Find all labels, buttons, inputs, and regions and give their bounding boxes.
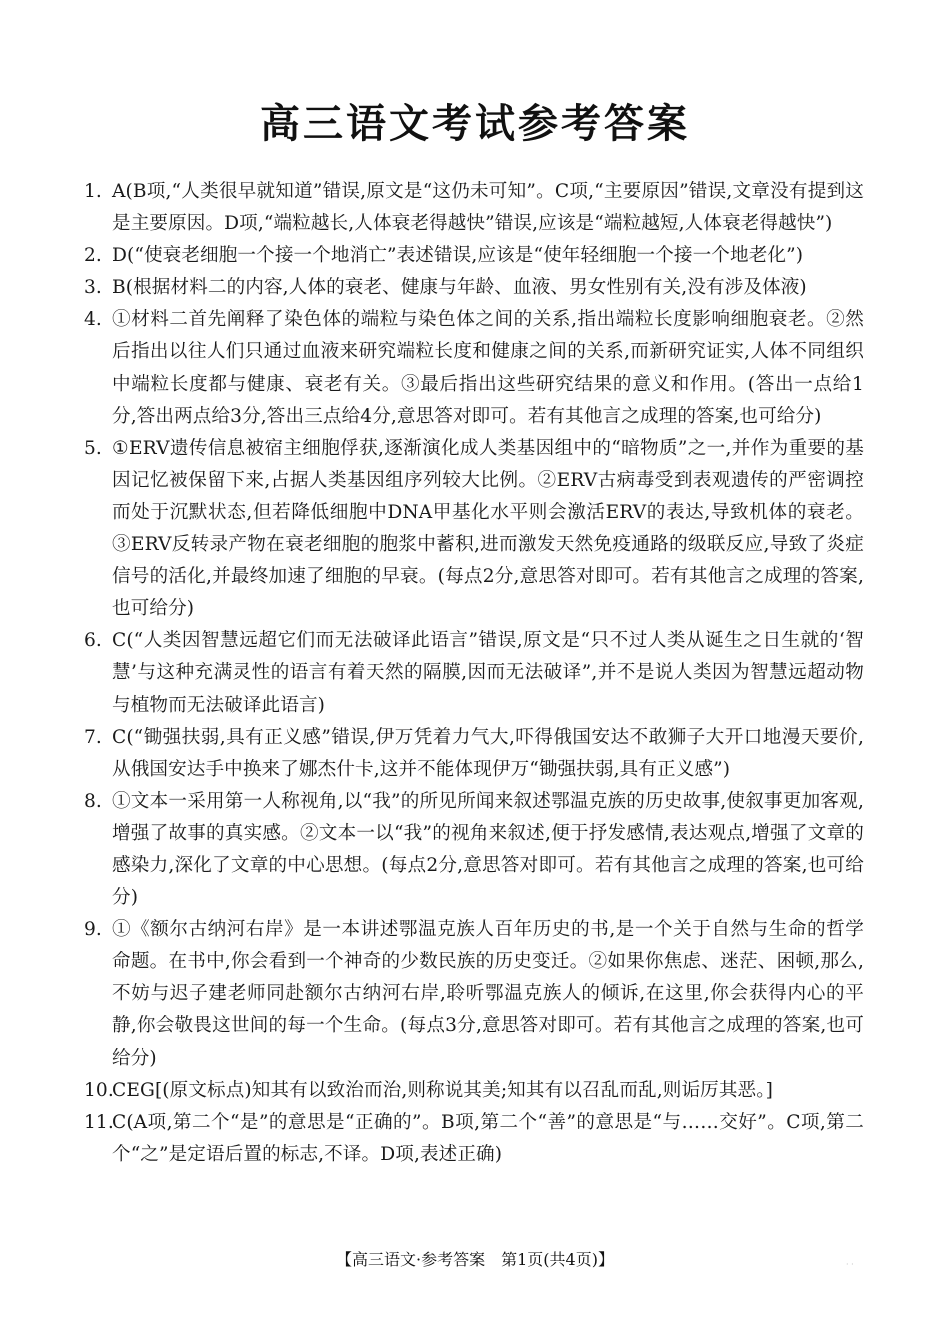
answer-number: 1. xyxy=(84,181,102,202)
answer-number: 8. xyxy=(84,790,102,812)
answer-item-5 xyxy=(84,433,864,626)
answer-text: A(B项,“人类很早就知道”错误,原文是“这仍未可知”。C项,“主要原因”错误,文章没有提到这是主要原因。D项,“端粒越长,人体衰老得越快”错误,应该是“端粒越短,人体衰老得越快”) xyxy=(112,181,864,235)
answer-number: 4. xyxy=(84,309,102,331)
answer-text: D(“使衰老细胞一个接一个地消亡”表述错误,应该是“使年轻细胞一个接一个地老化”) xyxy=(112,245,804,267)
answer-text: C(“人类因智慧远超它们而无法破译此语言”错误,原文是“只不过人类从诞生之日生就的‘智慧’与这种充满灵性的语言有着天然的隔膜,因而无法破译”,并不是说人类因为智慧远超动物与植物而无法破译此语言) xyxy=(112,630,864,716)
answer-item-9 xyxy=(84,914,864,1074)
answer-text: ①材料二首先阐释了染色体的端粒与染色体之间的关系,指出端粒长度影响细胞衰老。②然后指出以往人们只通过血液来研究端粒长度和健康之间的关系,而新研究证实,人体不同组织中端粒长度都与健康、衰老有关。③最后指出这些研究结果的意义和作用。(答出一点给1分,答出两点给3分,答出三点给4分,意思答对即可。若有其他言之成理的答案,也可给分) xyxy=(112,309,864,427)
page-footer: 【高三语文·参考答案 第1页(共4页)】 xyxy=(336,1250,614,1269)
answer-text: B(根据材料二的内容,人体的衰老、健康与年龄、血液、男女性别有关,没有涉及体液) xyxy=(112,277,807,299)
answer-list xyxy=(84,176,864,1171)
answer-item-4 xyxy=(84,304,864,432)
answer-number: 11. xyxy=(84,1111,114,1133)
answer-text: CEG[(原文标点)知其有以致治而治,则称说其美;知其有以召乱而乱,则诟厉其恶。] xyxy=(112,1079,773,1101)
answer-number: 6. xyxy=(84,630,102,652)
answer-text: ①ERV遗传信息被宿主细胞俘获,逐渐演化成人类基因组中的“暗物质”之一,并作为重要的基因记忆被保留下来,占据人类基因组序列较大比例。②ERV古病毒受到表观遗传的严密调控而处于沉默状态,但若降低细胞中DNA甲基化水平则会激活ERV的表达,导致机体的衰老。③ERV反转录产物在衰老细胞的胞浆中蓄积,进而激发天然免疫通路的级联反应,导致了炎症信号的活化,并最终加速了细胞的早衰。(每点2分,意思答对即可。若有其他言之成理的答案,也可给分) xyxy=(112,437,864,620)
answer-text: ①文本一采用第一人称视角,以“我”的所见所闻来叙述鄂温克族的历史故事,使叙事更加客观,增强了故事的真实感。②文本一以“我”的视角来叙述,便于抒发感情,表达观点,增强了文章的感染力,深化了文章的中心思想。(每点2分,意思答对即可。若有其他言之成理的答案,也可给分) xyxy=(112,790,864,909)
answer-number: 7. xyxy=(84,726,102,748)
answer-item-7 xyxy=(84,722,864,786)
answer-item-3 xyxy=(84,272,864,304)
scan-mark: · · xyxy=(846,1260,854,1269)
answer-number: 3. xyxy=(84,277,102,299)
answer-item-10 xyxy=(84,1075,864,1107)
answer-item-8 xyxy=(84,786,864,914)
answer-number: 2. xyxy=(84,245,102,267)
answer-number: 10. xyxy=(84,1079,114,1101)
answer-number: 5. xyxy=(84,437,102,459)
answer-item-6 xyxy=(84,625,864,721)
answer-item-1 xyxy=(84,176,864,240)
answer-text: C(“锄强扶弱,具有正义感”错误,伊万凭着力气大,吓得俄国安达不敢狮子大开口地漫天要价,从俄国安达手中换来了娜杰什卡,这并不能体现伊万“锄强扶弱,具有正义感”) xyxy=(112,726,864,780)
answer-item-11 xyxy=(84,1107,864,1171)
answer-text: ①《额尔古纳河右岸》是一本讲述鄂温克族人百年历史的书,是一个关于自然与生命的哲学命题。在书中,你会看到一个神奇的少数民族的历史变迁。②如果你焦虑、迷茫、困顿,那么,不妨与迟子建老师同赴额尔古纳河右岸,聆听鄂温克族人的倾诉,在这里,你会获得内心的平静,你会敬畏这世间的每一个生命。(每点3分,意思答对即可。若有其他言之成理的答案,也可给分) xyxy=(112,919,864,1069)
answer-number: 9. xyxy=(84,919,102,941)
answer-text: C(A项,第二个“是”的意思是“正确的”。B项,第二个“善”的意思是“与……交好”。C项,第二个“之”是定语后置的标志,不译。D项,表述正确) xyxy=(112,1111,864,1165)
answer-item-2 xyxy=(84,240,864,272)
page-title: 高三语文考试参考答案 xyxy=(260,101,690,147)
